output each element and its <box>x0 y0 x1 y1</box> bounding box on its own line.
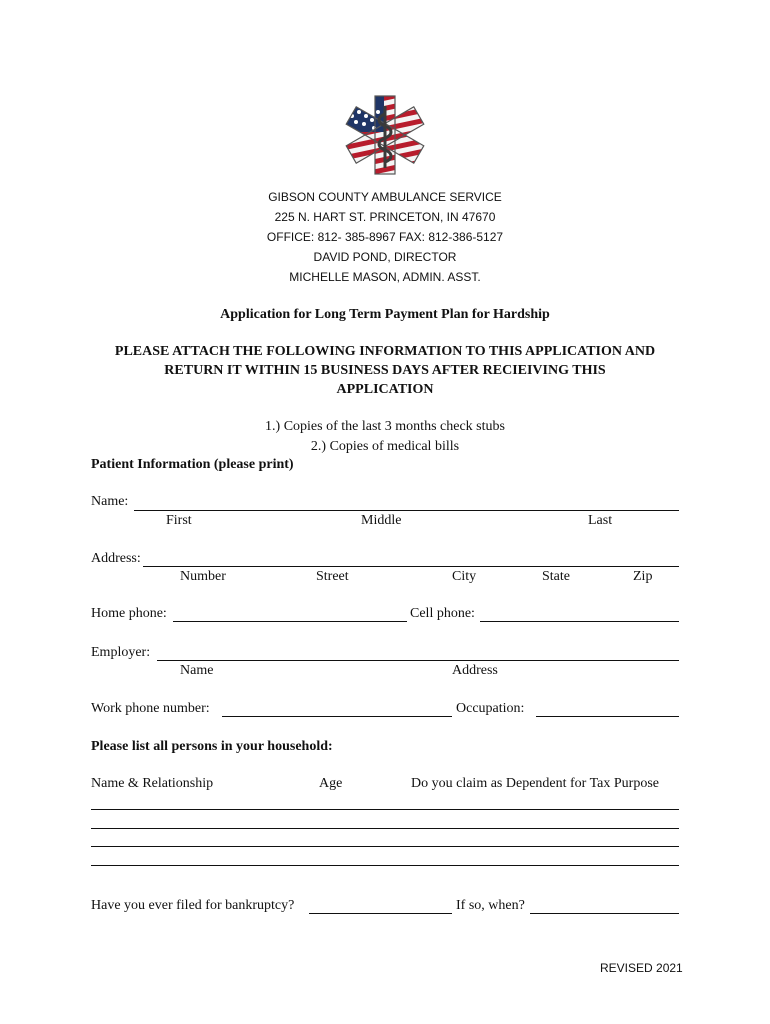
name-last-caption: Last <box>588 513 613 528</box>
employer-label: Employer: <box>91 645 151 660</box>
org-phone: OFFICE: 812- 385-8967 FAX: 812-386-5127 <box>266 230 504 244</box>
name-middle-caption: Middle <box>361 513 402 528</box>
director: DAVID POND, DIRECTOR <box>313 250 457 264</box>
bankruptcy-when-label: If so, when? <box>456 898 525 913</box>
org-name: GIBSON COUNTY AMBULANCE SERVICE <box>268 190 502 204</box>
employer-address-caption: Address <box>452 663 498 678</box>
org-address: 225 N. HART ST. PRINCETON, IN 47670 <box>274 210 496 224</box>
home-phone-label: Home phone: <box>91 606 167 621</box>
instructions-line-1: PLEASE ATTACH THE FOLLOWING INFORMATION TO THIS APPLICATION AND <box>114 344 656 359</box>
bankruptcy-field[interactable] <box>309 913 452 914</box>
household-row-line[interactable] <box>91 865 679 866</box>
household-row-line[interactable] <box>91 846 679 847</box>
work-phone-label: Work phone number: <box>91 701 210 716</box>
star-of-life-flag-icon <box>344 94 426 176</box>
address-state-caption: State <box>542 569 570 584</box>
admin-assistant: MICHELLE MASON, ADMIN. ASST. <box>289 270 481 284</box>
home-phone-field[interactable] <box>173 621 407 622</box>
address-zip-caption: Zip <box>633 569 653 584</box>
form-title: Application for Long Term Payment Plan for Hardship <box>220 307 550 322</box>
employer-name-caption: Name <box>180 663 214 678</box>
bankruptcy-when-field[interactable] <box>530 913 679 914</box>
cell-phone-label: Cell phone: <box>410 606 475 621</box>
occupation-field[interactable] <box>536 716 679 717</box>
name-label: Name: <box>91 494 129 509</box>
occupation-label: Occupation: <box>456 701 525 716</box>
instructions-line-2: RETURN IT WITHIN 15 BUSINESS DAYS AFTER RECIEIVING THIS <box>164 363 606 378</box>
household-col-name: Name & Relationship <box>91 776 214 791</box>
household-col-dependent: Do you claim as Dependent for Tax Purpose <box>411 776 659 791</box>
address-street-caption: Street <box>316 569 349 584</box>
address-number-caption: Number <box>180 569 226 584</box>
address-city-caption: City <box>452 569 477 584</box>
revised-note: REVISED 2021 <box>600 961 683 975</box>
bankruptcy-question: Have you ever filed for bankruptcy? <box>91 898 295 913</box>
instructions-line-3: APPLICATION <box>336 382 434 397</box>
employer-field[interactable] <box>157 660 679 661</box>
name-field[interactable] <box>134 510 679 511</box>
requirement-1: 1.) Copies of the last 3 months check stubs <box>265 419 505 434</box>
address-label: Address: <box>91 551 141 566</box>
household-row-line[interactable] <box>91 828 679 829</box>
requirement-2: 2.) Copies of medical bills <box>310 439 460 454</box>
cell-phone-field[interactable] <box>480 621 679 622</box>
name-first-caption: First <box>166 513 192 528</box>
household-heading: Please list all persons in your household: <box>91 739 333 754</box>
patient-info-heading: Patient Information (please print) <box>91 457 294 472</box>
address-field[interactable] <box>143 566 679 567</box>
household-col-age: Age <box>319 776 343 791</box>
work-phone-field[interactable] <box>222 716 452 717</box>
household-row-line[interactable] <box>91 809 679 810</box>
